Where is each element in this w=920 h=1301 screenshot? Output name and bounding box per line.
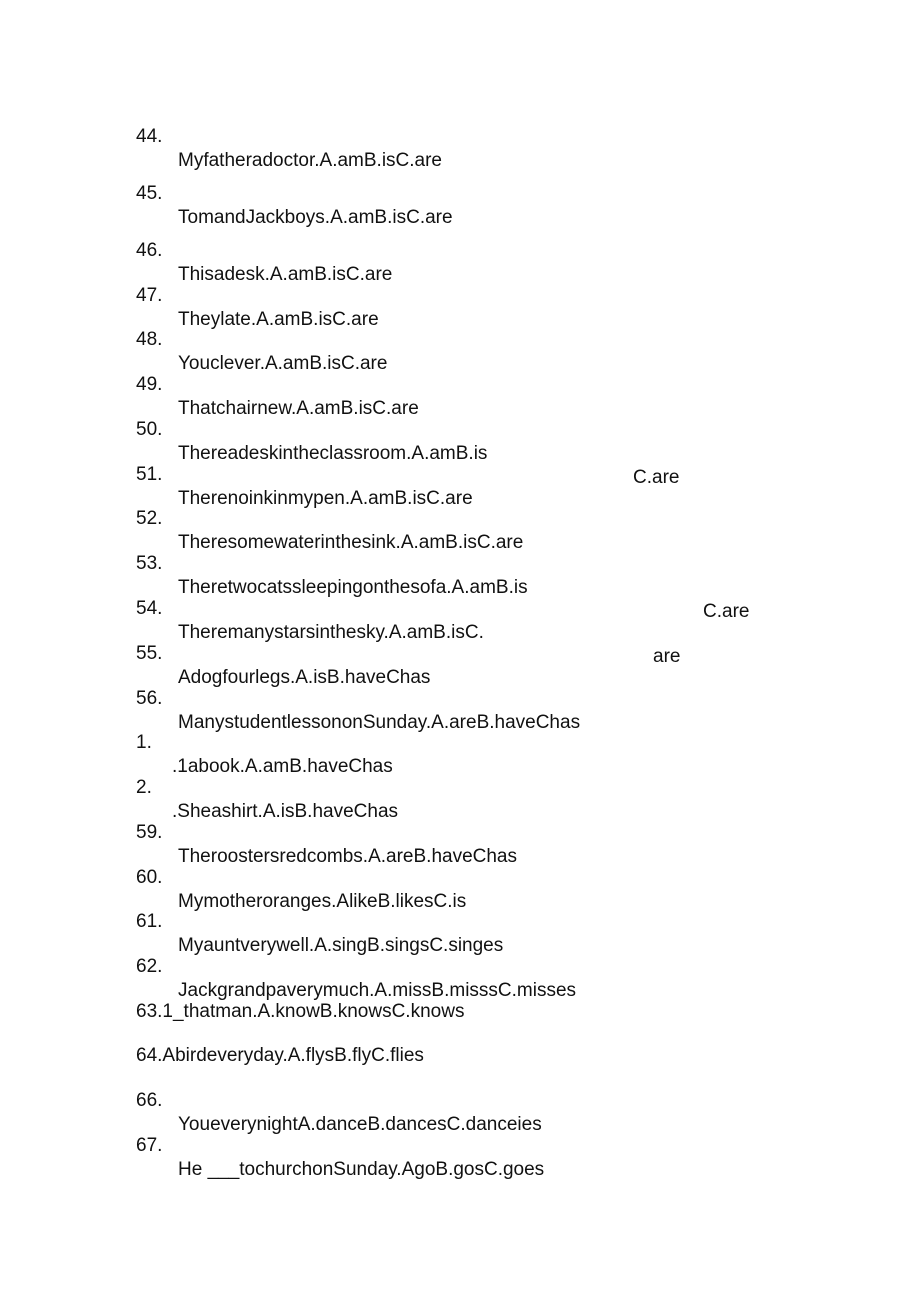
question-text: .Sheashirt.A.isB.haveChas <box>172 801 399 822</box>
question-option-c: C.are <box>703 601 750 622</box>
question-option-c: C.are <box>633 467 680 488</box>
question-text: TomandJackboys.A.amB.isC.are <box>178 207 453 228</box>
question-text: YoueverynightA.danceB.dancesC.danceies <box>178 1114 542 1135</box>
question-number: 66. <box>136 1090 163 1111</box>
question-46 <box>0 215 393 285</box>
question-number: 1. <box>136 732 152 753</box>
question-option-c: are <box>653 646 681 667</box>
question-number: 45. <box>136 183 163 204</box>
question-number: 46. <box>136 240 163 261</box>
question-number: 62. <box>136 956 163 977</box>
question-text: Myfatheradoctor.A.amB.isC.are <box>178 150 442 171</box>
question-text: Thereadeskintheclassroom.A.amB.is <box>178 443 488 464</box>
question-64 <box>0 1020 424 1066</box>
question-text: Theremanystarsinthesky.A.amB.isC. <box>178 622 484 643</box>
question-text: Adogfourlegs.A.isB.haveChas <box>178 667 431 688</box>
question-text: Theresomewaterinthesink.A.amB.isC.are <box>178 532 524 553</box>
question-number: 47. <box>136 285 163 306</box>
question-44 <box>0 101 442 171</box>
question-text: 63.1_thatman.A.knowB.knowsC.knows <box>136 1001 465 1022</box>
question-number: 2. <box>136 777 152 798</box>
question-text: Jackgrandpaverymuch.A.missB.misssC.misses <box>178 980 577 1001</box>
question-text: Theylate.A.amB.isC.are <box>178 309 379 330</box>
question-number: 59. <box>136 822 163 843</box>
question-number: 49. <box>136 374 163 395</box>
question-number: 56. <box>136 688 163 709</box>
question-text: Myauntverywell.A.singB.singsC.singes <box>178 935 504 956</box>
question-66 <box>0 1065 542 1135</box>
question-number: 52. <box>136 508 163 529</box>
question-text: ManystudentlessononSunday.A.areB.haveChas <box>178 712 581 733</box>
question-text: Theretwocatssleepingonthesofa.A.amB.is <box>178 577 528 598</box>
question-number: 44. <box>136 126 163 147</box>
question-text: He ___tochurchonSunday.AgoB.gosC.goes <box>178 1159 545 1180</box>
question-text: Youclever.A.amB.isC.are <box>178 353 388 374</box>
question-text: 64.Abirdeveryday.A.flysB.flyC.flies <box>136 1045 424 1066</box>
question-number: 67. <box>136 1135 163 1156</box>
question-text: Mymotheroranges.AlikeB.likesC.is <box>178 891 467 912</box>
question-text: Theroostersredcombs.A.areB.haveChas <box>178 846 517 867</box>
question-number: 55. <box>136 643 163 664</box>
question-number: 51. <box>136 464 163 485</box>
question-number: 50. <box>136 419 163 440</box>
question-text: .1abook.A.amB.haveChas <box>172 756 393 777</box>
question-number: 60. <box>136 867 163 888</box>
question-text: Thatchairnew.A.amB.isC.are <box>178 398 419 419</box>
question-number: 61. <box>136 911 163 932</box>
question-number: 53. <box>136 553 163 574</box>
question-number: 48. <box>136 329 163 350</box>
question-number: 54. <box>136 598 163 619</box>
question-text: Thisadesk.A.amB.isC.are <box>178 264 393 285</box>
question-text: Therenoinkinmypen.A.amB.isC.are <box>178 488 473 509</box>
